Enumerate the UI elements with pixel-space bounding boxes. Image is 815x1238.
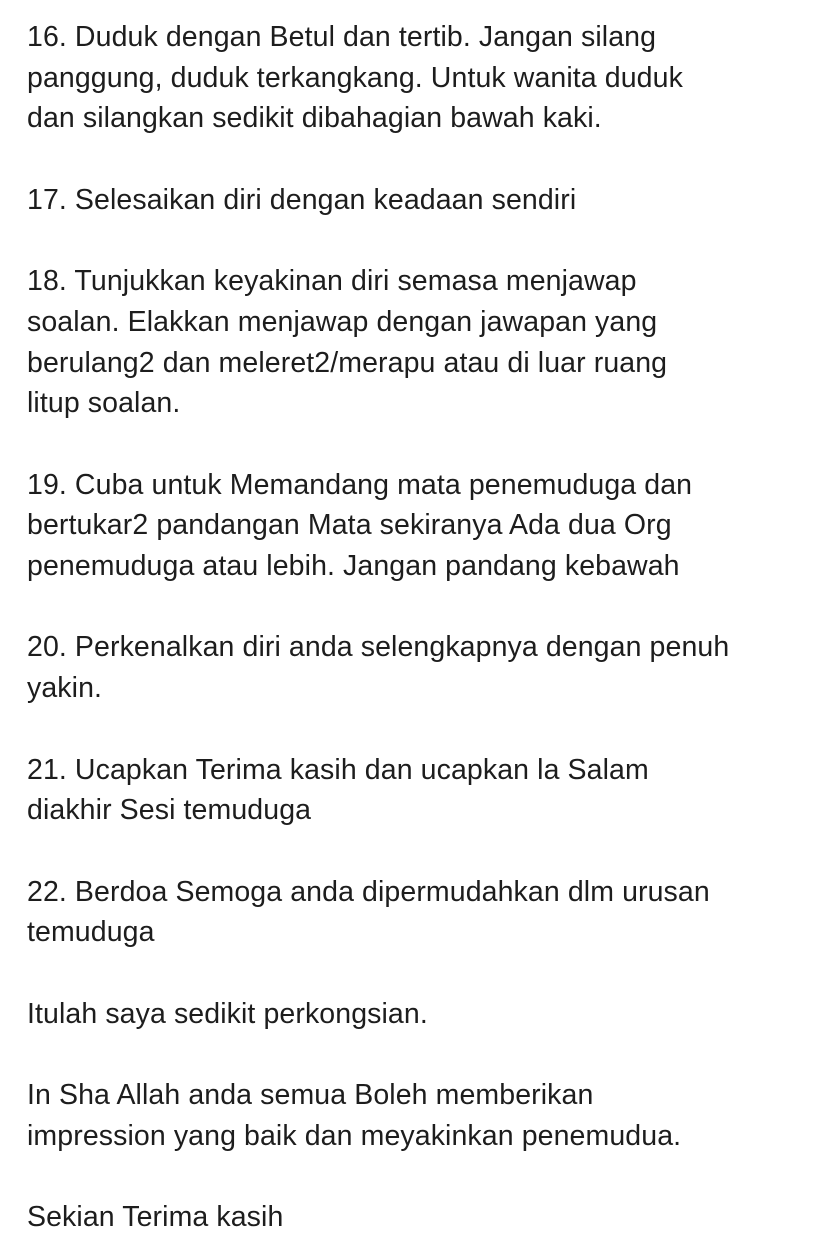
paragraph-item-21: 21. Ucapkan Terima kasih dan ucapkan la Salam diakhir Sesi temuduga bbox=[27, 753, 649, 827]
paragraph-item-20: 20. Perkenalkan diri anda selengkapnya dengan penuh yakin. bbox=[27, 631, 730, 705]
wish-paragraph: In Sha Allah anda semua Boleh memberikan impression yang baik dan meyakinkan penemudua. bbox=[27, 1079, 682, 1152]
paragraph-item-19: 19. Cuba untuk Memandang mata penemuduga dan bertukar2 pandangan Mata sekiranya Ada dua Org penemuduga atau lebih. Jangan pandang kebawah bbox=[27, 468, 693, 583]
paragraph-item-18: 18. Tunjukkan keyakinan diri semasa menjawap soalan. Elakkan menjawap dengan jawapan yang berulang2 dan meleret2/merapu atau di luar ruang litup soalan. bbox=[27, 265, 668, 420]
paragraph-item-17: 17. Selesaikan diri dengan keadaan sendiri bbox=[27, 183, 577, 216]
post-body bbox=[27, 17, 807, 1238]
signoff-paragraph: Sekian Terima kasih bbox=[27, 1201, 284, 1234]
paragraph-item-16: 16. Duduk dengan Betul dan tertib. Jangan silang panggung, duduk terkangkang. Untuk wanita duduk dan silangkan sedikit dibahagian bawah kaki. bbox=[27, 21, 683, 135]
closing-paragraph: Itulah saya sedikit perkongsian. bbox=[27, 997, 428, 1030]
paragraph-item-22: 22. Berdoa Semoga anda dipermudahkan dlm urusan temuduga bbox=[27, 875, 710, 949]
